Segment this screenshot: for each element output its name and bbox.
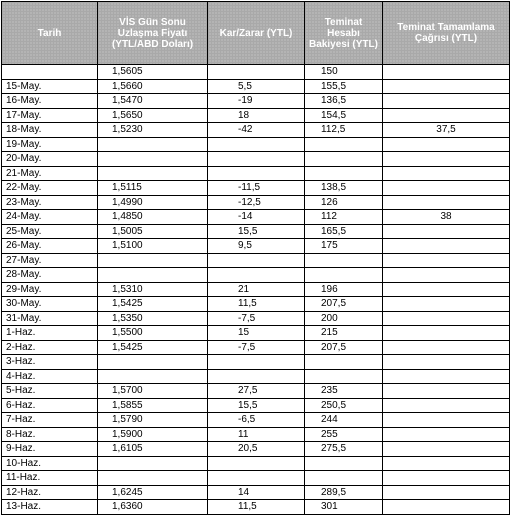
date-cell: 3-Haz. bbox=[2, 355, 98, 370]
settlement-price-cell bbox=[98, 137, 208, 152]
table-row bbox=[2, 224, 510, 239]
profit-loss-cell: -19 bbox=[208, 94, 305, 109]
profit-loss-cell bbox=[208, 268, 305, 283]
margin-call-cell bbox=[383, 268, 510, 283]
table-row bbox=[2, 398, 510, 413]
profit-loss-cell: 15,5 bbox=[208, 224, 305, 239]
profit-loss-cell bbox=[208, 253, 305, 268]
settlement-price-cell bbox=[98, 253, 208, 268]
margin-balance-cell bbox=[305, 355, 383, 370]
settlement-price-cell: 1,5230 bbox=[98, 123, 208, 138]
margin-balance-cell: 207,5 bbox=[305, 297, 383, 312]
date-cell: 9-Haz. bbox=[2, 442, 98, 457]
settlement-price-cell bbox=[98, 355, 208, 370]
profit-loss-cell: -7,5 bbox=[208, 311, 305, 326]
table-row bbox=[2, 340, 510, 355]
date-cell: 8-Haz. bbox=[2, 427, 98, 442]
table-row bbox=[2, 427, 510, 442]
margin-call-cell: 38 bbox=[383, 210, 510, 225]
margin-call-cell bbox=[383, 456, 510, 471]
settlement-price-cell bbox=[98, 268, 208, 283]
margin-call-cell bbox=[383, 340, 510, 355]
table-row bbox=[2, 195, 510, 210]
profit-loss-cell bbox=[208, 369, 305, 384]
table-row bbox=[2, 485, 510, 500]
table-row bbox=[2, 253, 510, 268]
settlement-price-cell: 1,5900 bbox=[98, 427, 208, 442]
profit-loss-cell: 15 bbox=[208, 326, 305, 341]
profit-loss-cell bbox=[208, 456, 305, 471]
settlement-price-cell: 1,5855 bbox=[98, 398, 208, 413]
margin-balance-cell: 207,5 bbox=[305, 340, 383, 355]
margin-call-cell bbox=[383, 282, 510, 297]
margin-call-cell bbox=[383, 253, 510, 268]
margin-account-table bbox=[1, 1, 510, 515]
margin-balance-cell: 126 bbox=[305, 195, 383, 210]
margin-call-cell bbox=[383, 181, 510, 196]
profit-loss-cell: 15,5 bbox=[208, 398, 305, 413]
date-cell: 22-May. bbox=[2, 181, 98, 196]
table-row bbox=[2, 210, 510, 225]
settlement-price-cell: 1,5605 bbox=[98, 65, 208, 80]
margin-balance-cell bbox=[305, 471, 383, 486]
profit-loss-cell: 9,5 bbox=[208, 239, 305, 254]
margin-balance-cell: 250,5 bbox=[305, 398, 383, 413]
margin-balance-cell: 244 bbox=[305, 413, 383, 428]
margin-balance-cell: 275,5 bbox=[305, 442, 383, 457]
date-cell: 4-Haz. bbox=[2, 369, 98, 384]
settlement-price-cell: 1,6105 bbox=[98, 442, 208, 457]
date-cell: 20-May. bbox=[2, 152, 98, 167]
table-row bbox=[2, 355, 510, 370]
profit-loss-cell: 5,5 bbox=[208, 79, 305, 94]
date-cell bbox=[2, 65, 98, 80]
margin-call-cell bbox=[383, 152, 510, 167]
margin-call-cell bbox=[383, 108, 510, 123]
margin-call-cell bbox=[383, 195, 510, 210]
margin-call-cell bbox=[383, 94, 510, 109]
settlement-price-cell bbox=[98, 471, 208, 486]
table-row bbox=[2, 94, 510, 109]
date-cell: 11-Haz. bbox=[2, 471, 98, 486]
margin-table-container bbox=[1, 1, 510, 515]
settlement-price-cell: 1,5115 bbox=[98, 181, 208, 196]
date-cell: 18-May. bbox=[2, 123, 98, 138]
table-row bbox=[2, 239, 510, 254]
margin-call-cell bbox=[383, 485, 510, 500]
margin-call-cell bbox=[383, 166, 510, 181]
margin-balance-cell: 255 bbox=[305, 427, 383, 442]
settlement-price-cell: 1,5350 bbox=[98, 311, 208, 326]
profit-loss-cell: 11,5 bbox=[208, 500, 305, 515]
table-row bbox=[2, 297, 510, 312]
profit-loss-cell: -12,5 bbox=[208, 195, 305, 210]
date-cell: 17-May. bbox=[2, 108, 98, 123]
table-row bbox=[2, 181, 510, 196]
settlement-price-cell: 1,5310 bbox=[98, 282, 208, 297]
margin-call-cell bbox=[383, 137, 510, 152]
date-cell: 28-May. bbox=[2, 268, 98, 283]
profit-loss-cell bbox=[208, 152, 305, 167]
header-settlement-price: VİS Gün Sonu Uzlaşma Fiyatı (YTL/ABD Doları) bbox=[98, 2, 208, 65]
header-margin-balance: Teminat Hesabı Bakiyesi (YTL) bbox=[305, 2, 383, 65]
table-row bbox=[2, 500, 510, 515]
settlement-price-cell: 1,5500 bbox=[98, 326, 208, 341]
profit-loss-cell: 18 bbox=[208, 108, 305, 123]
margin-balance-cell: 196 bbox=[305, 282, 383, 297]
margin-call-cell bbox=[383, 500, 510, 515]
margin-balance-cell bbox=[305, 456, 383, 471]
margin-balance-cell: 289,5 bbox=[305, 485, 383, 500]
settlement-price-cell bbox=[98, 369, 208, 384]
date-cell: 31-May. bbox=[2, 311, 98, 326]
date-cell: 12-Haz. bbox=[2, 485, 98, 500]
table-body bbox=[2, 65, 510, 515]
margin-call-cell bbox=[383, 355, 510, 370]
date-cell: 24-May. bbox=[2, 210, 98, 225]
settlement-price-cell bbox=[98, 152, 208, 167]
margin-call-cell bbox=[383, 384, 510, 399]
margin-call-cell bbox=[383, 413, 510, 428]
table-row bbox=[2, 166, 510, 181]
margin-balance-cell: 175 bbox=[305, 239, 383, 254]
date-cell: 2-Haz. bbox=[2, 340, 98, 355]
table-row bbox=[2, 413, 510, 428]
table-row bbox=[2, 456, 510, 471]
table-row bbox=[2, 311, 510, 326]
table-row bbox=[2, 384, 510, 399]
profit-loss-cell: -42 bbox=[208, 123, 305, 138]
date-cell: 25-May. bbox=[2, 224, 98, 239]
margin-call-cell bbox=[383, 427, 510, 442]
table-row bbox=[2, 326, 510, 341]
profit-loss-cell: 11,5 bbox=[208, 297, 305, 312]
date-cell: 19-May. bbox=[2, 137, 98, 152]
settlement-price-cell: 1,5100 bbox=[98, 239, 208, 254]
date-cell: 30-May. bbox=[2, 297, 98, 312]
date-cell: 10-Haz. bbox=[2, 456, 98, 471]
table-row bbox=[2, 137, 510, 152]
settlement-price-cell bbox=[98, 456, 208, 471]
table-row bbox=[2, 79, 510, 94]
profit-loss-cell bbox=[208, 65, 305, 80]
margin-call-cell bbox=[383, 297, 510, 312]
date-cell: 16-May. bbox=[2, 94, 98, 109]
date-cell: 21-May. bbox=[2, 166, 98, 181]
margin-balance-cell: 154,5 bbox=[305, 108, 383, 123]
header-date: Tarih bbox=[2, 2, 98, 65]
date-cell: 5-Haz. bbox=[2, 384, 98, 399]
settlement-price-cell: 1,5650 bbox=[98, 108, 208, 123]
margin-balance-cell bbox=[305, 253, 383, 268]
date-cell: 15-May. bbox=[2, 79, 98, 94]
settlement-price-cell: 1,5700 bbox=[98, 384, 208, 399]
margin-call-cell bbox=[383, 65, 510, 80]
margin-call-cell bbox=[383, 442, 510, 457]
settlement-price-cell: 1,5425 bbox=[98, 297, 208, 312]
header-margin-call: Teminat Tamamlama Çağrısı (YTL) bbox=[383, 2, 510, 65]
settlement-price-cell: 1,4990 bbox=[98, 195, 208, 210]
header-profit-loss: Kar/Zarar (YTL) bbox=[208, 2, 305, 65]
settlement-price-cell bbox=[98, 166, 208, 181]
margin-call-cell bbox=[383, 224, 510, 239]
settlement-price-cell: 1,6360 bbox=[98, 500, 208, 515]
date-cell: 23-May. bbox=[2, 195, 98, 210]
margin-balance-cell: 165,5 bbox=[305, 224, 383, 239]
profit-loss-cell: -14 bbox=[208, 210, 305, 225]
margin-call-cell bbox=[383, 79, 510, 94]
table-row bbox=[2, 442, 510, 457]
table-row bbox=[2, 108, 510, 123]
date-cell: 26-May. bbox=[2, 239, 98, 254]
settlement-price-cell: 1,4850 bbox=[98, 210, 208, 225]
margin-balance-cell: 138,5 bbox=[305, 181, 383, 196]
table-row bbox=[2, 282, 510, 297]
table-row bbox=[2, 123, 510, 138]
date-cell: 13-Haz. bbox=[2, 500, 98, 515]
margin-balance-cell bbox=[305, 152, 383, 167]
settlement-price-cell: 1,5660 bbox=[98, 79, 208, 94]
margin-balance-cell: 112,5 bbox=[305, 123, 383, 138]
margin-balance-cell: 215 bbox=[305, 326, 383, 341]
margin-balance-cell: 301 bbox=[305, 500, 383, 515]
settlement-price-cell: 1,5425 bbox=[98, 340, 208, 355]
profit-loss-cell: -11,5 bbox=[208, 181, 305, 196]
date-cell: 1-Haz. bbox=[2, 326, 98, 341]
margin-balance-cell: 155,5 bbox=[305, 79, 383, 94]
table-row bbox=[2, 471, 510, 486]
margin-call-cell bbox=[383, 398, 510, 413]
settlement-price-cell: 1,5470 bbox=[98, 94, 208, 109]
margin-call-cell bbox=[383, 311, 510, 326]
margin-call-cell bbox=[383, 239, 510, 254]
margin-balance-cell bbox=[305, 137, 383, 152]
profit-loss-cell bbox=[208, 137, 305, 152]
settlement-price-cell: 1,6245 bbox=[98, 485, 208, 500]
date-cell: 29-May. bbox=[2, 282, 98, 297]
profit-loss-cell bbox=[208, 166, 305, 181]
date-cell: 7-Haz. bbox=[2, 413, 98, 428]
header-row bbox=[2, 2, 510, 65]
margin-balance-cell: 235 bbox=[305, 384, 383, 399]
margin-balance-cell: 136,5 bbox=[305, 94, 383, 109]
profit-loss-cell: 20,5 bbox=[208, 442, 305, 457]
profit-loss-cell: 11 bbox=[208, 427, 305, 442]
profit-loss-cell bbox=[208, 355, 305, 370]
profit-loss-cell: -7,5 bbox=[208, 340, 305, 355]
date-cell: 6-Haz. bbox=[2, 398, 98, 413]
table-row bbox=[2, 65, 510, 80]
settlement-price-cell: 1,5005 bbox=[98, 224, 208, 239]
margin-balance-cell bbox=[305, 166, 383, 181]
profit-loss-cell: 14 bbox=[208, 485, 305, 500]
profit-loss-cell: 21 bbox=[208, 282, 305, 297]
table-row bbox=[2, 152, 510, 167]
margin-balance-cell: 112 bbox=[305, 210, 383, 225]
settlement-price-cell: 1,5790 bbox=[98, 413, 208, 428]
profit-loss-cell: -6,5 bbox=[208, 413, 305, 428]
margin-call-cell bbox=[383, 326, 510, 341]
margin-balance-cell bbox=[305, 268, 383, 283]
margin-call-cell bbox=[383, 471, 510, 486]
margin-balance-cell: 200 bbox=[305, 311, 383, 326]
profit-loss-cell: 27,5 bbox=[208, 384, 305, 399]
table-row bbox=[2, 369, 510, 384]
margin-balance-cell: 150 bbox=[305, 65, 383, 80]
profit-loss-cell bbox=[208, 471, 305, 486]
date-cell: 27-May. bbox=[2, 253, 98, 268]
table-row bbox=[2, 268, 510, 283]
margin-call-cell bbox=[383, 369, 510, 384]
margin-balance-cell bbox=[305, 369, 383, 384]
margin-call-cell: 37,5 bbox=[383, 123, 510, 138]
